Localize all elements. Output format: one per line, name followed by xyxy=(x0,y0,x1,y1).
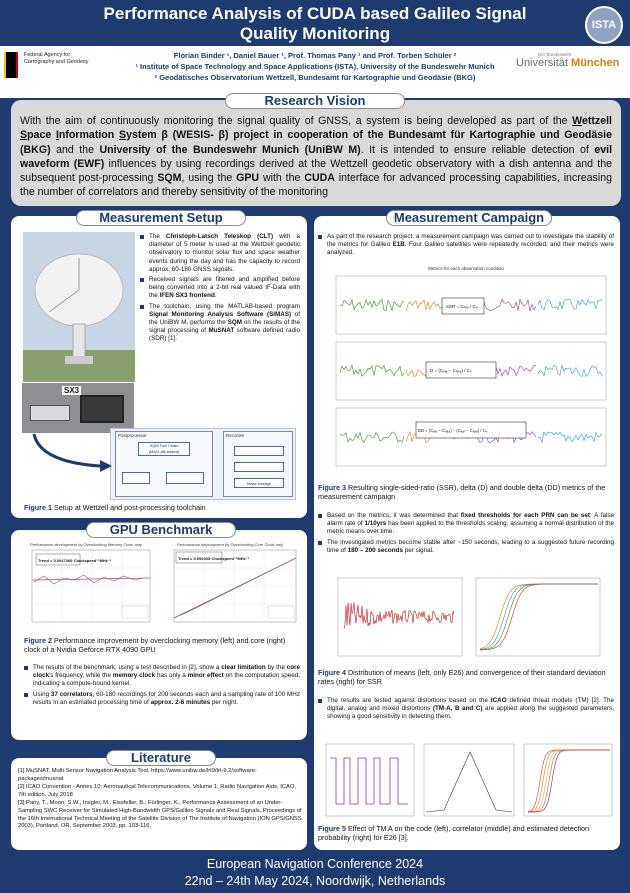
campaign-b2d: 1/10yrs xyxy=(364,520,387,528)
gpu-b1h: minor effect xyxy=(187,672,224,680)
gpu-memory-plot xyxy=(18,540,154,632)
campaign-b4b: ICAO xyxy=(490,697,507,704)
campaign-b4e: are applied along the suggested parameters, showing a good sensitivity in detecting them. xyxy=(327,705,614,721)
figure-5-text: Effect of TM A on the code (left), correlator (middle) and estimated detection probability (right) for E26 [3]. xyxy=(318,824,590,842)
gpu-b1a: The results of the benchmark, using a test described in [2], show a xyxy=(33,664,222,671)
sx3-photo xyxy=(22,383,134,433)
vision-t7: nformation xyxy=(58,129,119,142)
campaign-b3c: per signal. xyxy=(402,546,434,554)
vision-t12: University of the Bundeswehr Munich (UniBW M) xyxy=(99,143,361,156)
d-formula: D = (Cₑₐᵣ − Cₗₐₜₑ) / Cₚ xyxy=(430,368,472,373)
figure-1-caption xyxy=(24,503,304,512)
setup-b3e: on the results of the signal processing of xyxy=(149,319,300,335)
sqm-box-title: SQM Tool Chain xyxy=(149,443,179,448)
authors: Florian Binder ¹, Daniel Bauer ¹, Prof. Thomas Pany ¹ and Prof. Torben Schüler ² xyxy=(173,51,457,60)
setup-b3g: software defined radio (SDR) [1]. xyxy=(149,327,300,343)
campaign-b2c: . A false alarm rate of xyxy=(327,512,614,528)
setup-bullet-1 xyxy=(140,233,300,274)
title-line-1: Performance Analysis of CUDA based Galileo Signal xyxy=(103,4,527,23)
gpu-b2e: per night. xyxy=(210,698,239,706)
figure-2-label: Figure 2 xyxy=(24,636,52,645)
campaign-b2b: fixed thresholds for each PRN can be set xyxy=(460,512,590,519)
title-line-2: Quality Monitoring xyxy=(239,24,391,43)
sx3-label: SX3 xyxy=(64,386,80,395)
campaign-b4a: The results are tested against distortions based on the xyxy=(327,697,491,704)
literature-heading: Literature xyxy=(106,750,216,766)
postprocessor-label: Postprocessor xyxy=(118,433,147,438)
figure-4-text: Distribution of means (left, only E26) and convergence of their standard deviation rates (right) for SSR xyxy=(318,668,606,686)
gpu-b1b: clear limitation xyxy=(221,664,266,671)
setup-bullet-2 xyxy=(140,276,300,301)
vision-t8: S xyxy=(118,129,127,142)
vision-heading: Research Vision xyxy=(225,93,405,109)
vision-t18: GPU xyxy=(236,172,260,185)
unibw-logo xyxy=(516,52,626,90)
bkg-logo xyxy=(4,50,96,90)
gpu-heading: GPU Benchmark xyxy=(86,522,236,538)
bkg-logo-text: Federal Agency for Cartography and Geodesy xyxy=(24,52,89,65)
affiliation-2: ² Geodätisches Observatorium Wettzell, Bundesamt für Kartographie und Geodäsie (BKG) xyxy=(154,73,476,82)
reference-2: [2] ICAO Convention - Annex 10: Aeronautical Telecommunications, Volume 1: Radio Navigation Aids, ICAO, 7th edition, July 2018 xyxy=(18,784,296,798)
gpu-b2a: Using xyxy=(33,690,51,698)
vision-t3: ettzell xyxy=(581,115,612,127)
convergence-plot xyxy=(476,578,600,656)
vision-t15: influences by using recordings derived at the Wettzell geodetic observatory with a dish antenna and the subsequent post-processing xyxy=(20,157,612,185)
gpu-b1d: core clock xyxy=(33,664,300,680)
recorder-block-2 xyxy=(234,462,284,472)
gpu-memory-trend: Trend = 0.0047366·Clockspeed⁻¹MHz⁻¹ xyxy=(38,558,112,563)
unibw-logo-small: Der Bundeswehr xyxy=(538,52,572,57)
setup-b3b: Signal Monitoring Analysis Software (SiMAS) xyxy=(149,310,292,318)
recorder-block-1 xyxy=(234,446,284,456)
dd-formula: DD = (Cₑₐᵣ − Cₗₐₜₑ) − (Cₑₐᵣ − Cₗₐₜₑ) / Cₚ xyxy=(418,428,488,433)
figure-5-label: Figure 5 xyxy=(318,824,346,833)
gpu-memory-plot-title: Performance development by Overclocking Memory Clock only xyxy=(30,542,142,547)
setup-b2a: Received signals are filtered and amplified before being converted into a 2-bit real valued IF-Data with the xyxy=(149,276,300,300)
campaign-b2e: has been applied to the thresholds scaling, assuming a normal distribution of the metric means over time. xyxy=(327,520,614,536)
campaign-bullet-2 xyxy=(318,512,614,537)
figure-2-text: Performance improvement by overclocking memory (left) and core (right) clock of a Nvidia Geforce RTX 4090 GPU xyxy=(24,636,286,654)
vision-t11: and the xyxy=(50,143,100,156)
setup-b3c: of the UniBW M, performs the xyxy=(149,310,300,327)
setup-b1a: The xyxy=(149,233,166,240)
gpu-bullets xyxy=(24,664,300,709)
diagram-block-2 xyxy=(166,472,204,484)
figure-5-caption xyxy=(318,824,614,842)
gpu-b1c: by the xyxy=(265,664,287,671)
vision-t2: W xyxy=(572,115,582,127)
figure-1-label: Figure 1 xyxy=(24,503,52,512)
vision-t16: SQM xyxy=(157,172,182,185)
detection-plot xyxy=(524,744,612,816)
footer xyxy=(0,856,630,890)
vision-t21: interface for advanced processing capabilities, increasing the number of correlators and thereby sensitivity of the monitoring xyxy=(20,172,612,199)
ssr-formula: SSR = Cₙₒₑ / Cₚ xyxy=(446,304,478,309)
dish-antenna-icon xyxy=(23,232,135,382)
gpu-core-trend: Trend = 0.092033·Clockspeed⁻¹MHz⁻¹ xyxy=(178,556,250,561)
unibw-logo-a: Universität xyxy=(516,57,568,69)
gpu-b1g: has only a xyxy=(155,672,188,680)
setup-b2b: IFEN SX3 frontend xyxy=(159,292,215,300)
campaign-b1b: E1B xyxy=(392,241,405,249)
vision-t5: pace xyxy=(27,129,56,142)
campaign-bullet-1 xyxy=(318,233,614,258)
gpu-b2d: approx. 2-6 minutes xyxy=(150,698,211,706)
figure-4-label: Figure 4 xyxy=(318,668,346,677)
gpu-b2b: 37 correlators xyxy=(50,690,93,698)
vision-text xyxy=(20,114,612,200)
affiliation-1: ¹ Institute of Space Technology and Space Applications (ISTA), University of the Bundeswehr Munich xyxy=(135,62,495,71)
federal-eagle-icon xyxy=(4,52,18,78)
gpu-bullet-1 xyxy=(24,664,300,689)
vision-t6: I xyxy=(55,129,59,142)
conference-name: European Navigation Conference 2024 xyxy=(206,857,424,871)
setup-b2c: . xyxy=(214,292,217,300)
campaign-bullet-4 xyxy=(318,697,614,722)
unibw-logo-b: München xyxy=(571,57,620,69)
sqm-box xyxy=(138,442,190,456)
tm-a-plots xyxy=(320,738,616,822)
gpu-b1i: on the computation speed, indicating a compute-bound kernel. xyxy=(33,672,300,688)
setup-b3a: The toolchain, using the MATLAB-based program xyxy=(149,302,300,310)
setup-b1c: with a diameter of 5 meter is used at the Wettzell geodetic observatory to monitor solar flux and space weather events during the day and has the capacity to record approx. 60-180 GNSS signals. xyxy=(149,233,300,273)
metrics-plot xyxy=(318,262,614,480)
toolchain-diagram xyxy=(110,428,296,500)
recorder-box xyxy=(223,431,293,497)
means-convergence-plots xyxy=(330,572,604,662)
gpu-b2c: , 60-180 recordings for 200 seconds each and a sampling rate of 100 MHz results in an estimated processing time of xyxy=(33,690,300,706)
sqm-box-sub: (MATLAB-based) xyxy=(148,449,180,454)
reference-3: [3] Pany, T., Moon, S.W., Irsigler, M., Eissfeller, B., Fürlinger, K., Performance Assessment of an Under-Sampling SWC Receiver for Simulated High-Bandwidth GPS/Galileo Signals and Real Signals, Proceedings of the 16th International Technical Meeting of the Satellite Division of The Institute of Navigation (ION GPS/GNSS 2003), Portland, OR, September 2003, pp. 103-116. xyxy=(18,800,302,830)
setup-b1b: Christoph-Latsch Teleskop (CLT) xyxy=(165,233,274,240)
gpu-core-plot-title: Performance development by Overclocking Core Clock only xyxy=(177,542,283,547)
campaign-b2a: Based on the metrics, it was determined that xyxy=(327,512,461,519)
campaign-b3b: 180 – 200 seconds xyxy=(347,546,403,554)
author-block xyxy=(100,50,530,83)
campaign-intro xyxy=(318,233,614,260)
campaign-b3a: The investigated metrics become stable after ~150 seconds, leading to a suggested future recording time of xyxy=(327,538,614,554)
campaign-tm xyxy=(318,697,614,724)
campaign-b4d: (TM-A, B and C) xyxy=(432,705,483,713)
vision-t1: With the aim of continuously monitoring the signal quality of GNSS, a system is being developed as part of the xyxy=(20,115,573,127)
arrow-icon xyxy=(30,432,116,472)
vision-t20: CUDA xyxy=(304,172,335,185)
figure-3-label: Figure 3 xyxy=(318,483,346,492)
sx3-device xyxy=(30,405,70,421)
figure-2-caption xyxy=(24,636,302,654)
mass-storage-box: Mass storage xyxy=(234,478,284,488)
dish-antenna-photo xyxy=(23,232,135,382)
vision-t4: S xyxy=(20,129,28,142)
figure-1-text: Setup at Wettzell and post-processing toolchain xyxy=(51,503,206,512)
conference-date: 22nd – 24th May 2024, Noordwijk, Netherlands xyxy=(184,874,446,888)
vision-t9: ystem β (WESIS- β) project in cooperation of the xyxy=(126,129,389,142)
campaign-heading: Measurement Campaign xyxy=(386,210,552,226)
literature-list xyxy=(18,768,302,832)
campaign-b1c: . Four Galileo satellites were repeatedly recorded, and their metrics were analyzed. xyxy=(327,241,614,257)
recorder-label: Recorder xyxy=(226,433,245,438)
gpu-core-plot xyxy=(160,540,300,632)
figure-3-text: Resulting single-sided-ratio (SSR), delta (D) and double delta (DD) metrics of the measurement campaign xyxy=(318,483,606,501)
vision-t17: , using the xyxy=(181,172,237,185)
vision-t10: Bundesamt für Kartographie und Geodäsie (BKG) xyxy=(20,129,613,156)
vision-t13: . It is intended to ensure reliable detection of xyxy=(360,143,595,156)
setup-b3f: MuSNAT xyxy=(208,327,235,335)
poster-title xyxy=(56,4,574,44)
setup-bullets xyxy=(140,233,300,346)
gpu-b1f: memory clock xyxy=(112,672,156,680)
setup-heading: Measurement Setup xyxy=(76,210,246,226)
vision-t14: evil waveform (EWF) xyxy=(20,143,613,170)
figure-3-caption xyxy=(318,483,614,501)
campaign-thresholds xyxy=(318,512,614,557)
gpu-bullet-2 xyxy=(24,691,300,707)
laptop-icon xyxy=(80,395,124,423)
code-plot xyxy=(326,744,414,816)
ista-logo: ISTA xyxy=(585,6,623,44)
campaign-b1a: As part of the research project, a measurement campaign was carried out to investigate the stability of the metrics for Galileo xyxy=(327,233,614,249)
campaign-b4c: defined threat models (TM) [2]. The digital, analog and mixed distortions xyxy=(327,697,614,713)
vision-t19: with the xyxy=(259,172,305,185)
figure-4-caption xyxy=(318,668,614,686)
metrics-plot-title: Metrics for each observation condition xyxy=(428,266,504,271)
setup-b3d: SQM xyxy=(227,319,242,327)
campaign-bullet-3 xyxy=(318,539,614,555)
diagram-block-1 xyxy=(122,472,150,484)
setup-bullet-3 xyxy=(140,303,300,344)
postprocessor-box xyxy=(115,431,213,497)
gpu-b1e: 's frequency, while the xyxy=(49,672,113,680)
reference-1: [1] MuSNAT, Multi Sensor Navigation Analysis Tool, https://www.unibw.de/lrt9/lrt-9.2/software-packages/musnat xyxy=(18,768,257,782)
